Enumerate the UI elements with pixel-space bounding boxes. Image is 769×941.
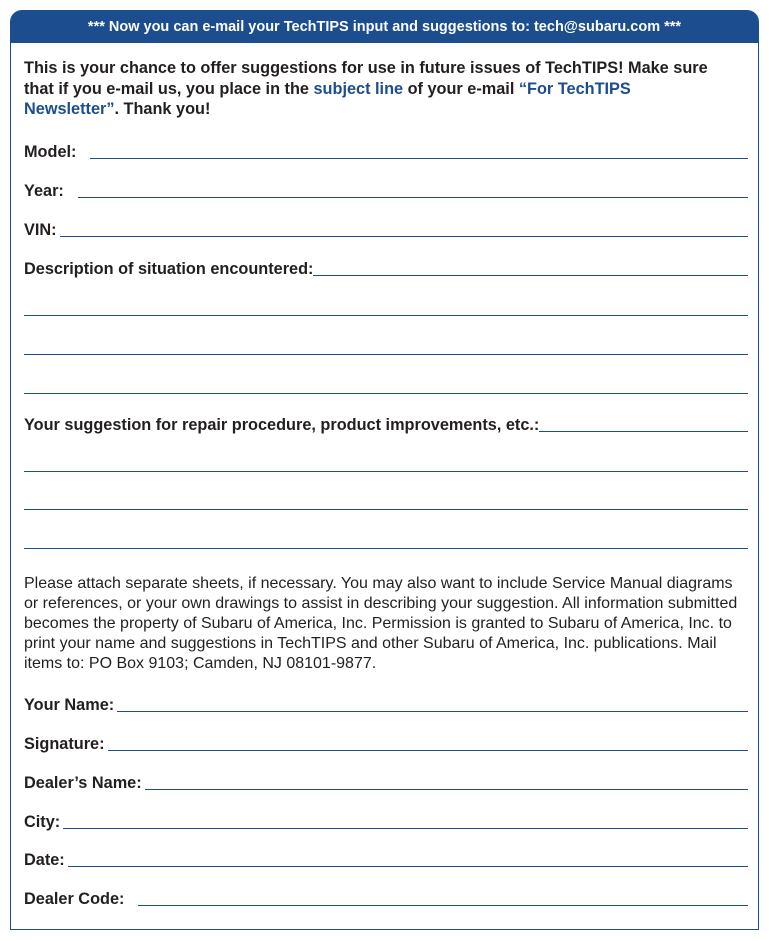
description-line-2[interactable]: [24, 315, 748, 316]
vin-field: [24, 217, 748, 239]
signature-input-line[interactable]: [108, 728, 748, 751]
intro-text: [24, 58, 714, 120]
model-input-line[interactable]: [90, 136, 748, 159]
suggestion-line-2[interactable]: [24, 471, 748, 472]
description-line-4[interactable]: [24, 393, 748, 394]
vin-label: VIN:: [24, 221, 57, 239]
intro-quote: “For TechTIPS Newsletter”: [24, 79, 631, 118]
city-label: City:: [24, 813, 61, 831]
year-label: Year:: [24, 182, 64, 200]
signature-field: [24, 731, 748, 753]
instructions-paragraph: Please attach separate sheets, if necessary. You may also want to include Service Manual diagrams or references, or your own drawings to assist in describing your suggestion. All information submitted becomes the property of Subaru of America, Inc. Permission is granted to Subaru of America, Inc. to print your name and suggestions in TechTIPS and other Subaru of America, Inc. publications. Mail items to: PO Box 9103; Camden, NJ 08101-9877.: [24, 575, 738, 672]
year-input-line[interactable]: [78, 175, 748, 198]
name-label: Your Name:: [24, 696, 115, 714]
suggestion-field: [24, 412, 748, 434]
intro-part3: . Thank you!: [114, 100, 211, 118]
suggestion-line-3[interactable]: [24, 509, 748, 510]
dealer-code-field: [24, 886, 748, 908]
dealer-name-label: Dealer’s Name:: [24, 774, 142, 792]
dealer-name-field: [24, 770, 748, 792]
intro-subject-line: subject line: [313, 79, 404, 98]
description-line-3[interactable]: [24, 354, 748, 355]
dealer-code-input-line[interactable]: [138, 883, 748, 906]
suggestion-input-line[interactable]: [539, 409, 748, 432]
description-input-line[interactable]: [313, 253, 748, 276]
name-field: [24, 692, 748, 714]
date-label: Date:: [24, 851, 65, 869]
form-frame: [10, 10, 759, 930]
date-input-line[interactable]: [68, 844, 748, 867]
intro-part2: of your e-mail: [403, 79, 519, 98]
date-field: [24, 847, 748, 869]
intro-part1: This is your chance to offer suggestions for use in future issues of TechTIPS! Make sure that if you e-mail us, you place in the: [24, 59, 708, 98]
dealer-name-input-line[interactable]: [145, 767, 748, 790]
model-field: [24, 139, 748, 161]
model-label: Model:: [24, 143, 77, 161]
dealer-code-label: Dealer Code:: [24, 890, 125, 908]
city-field: [24, 809, 748, 831]
email-banner: *** Now you can e-mail your TechTIPS input and suggestions to: tech@subaru.com ***: [11, 11, 758, 43]
description-label: Description of situation encountered:: [24, 260, 314, 278]
name-input-line[interactable]: [117, 689, 748, 712]
vin-input-line[interactable]: [60, 214, 748, 237]
description-field: [24, 256, 748, 278]
suggestion-line-4[interactable]: [24, 548, 748, 549]
year-field: [24, 178, 748, 200]
suggestion-label: Your suggestion for repair procedure, product improvements, etc.:: [24, 416, 540, 434]
signature-label: Signature:: [24, 735, 105, 753]
city-input-line[interactable]: [63, 806, 748, 829]
